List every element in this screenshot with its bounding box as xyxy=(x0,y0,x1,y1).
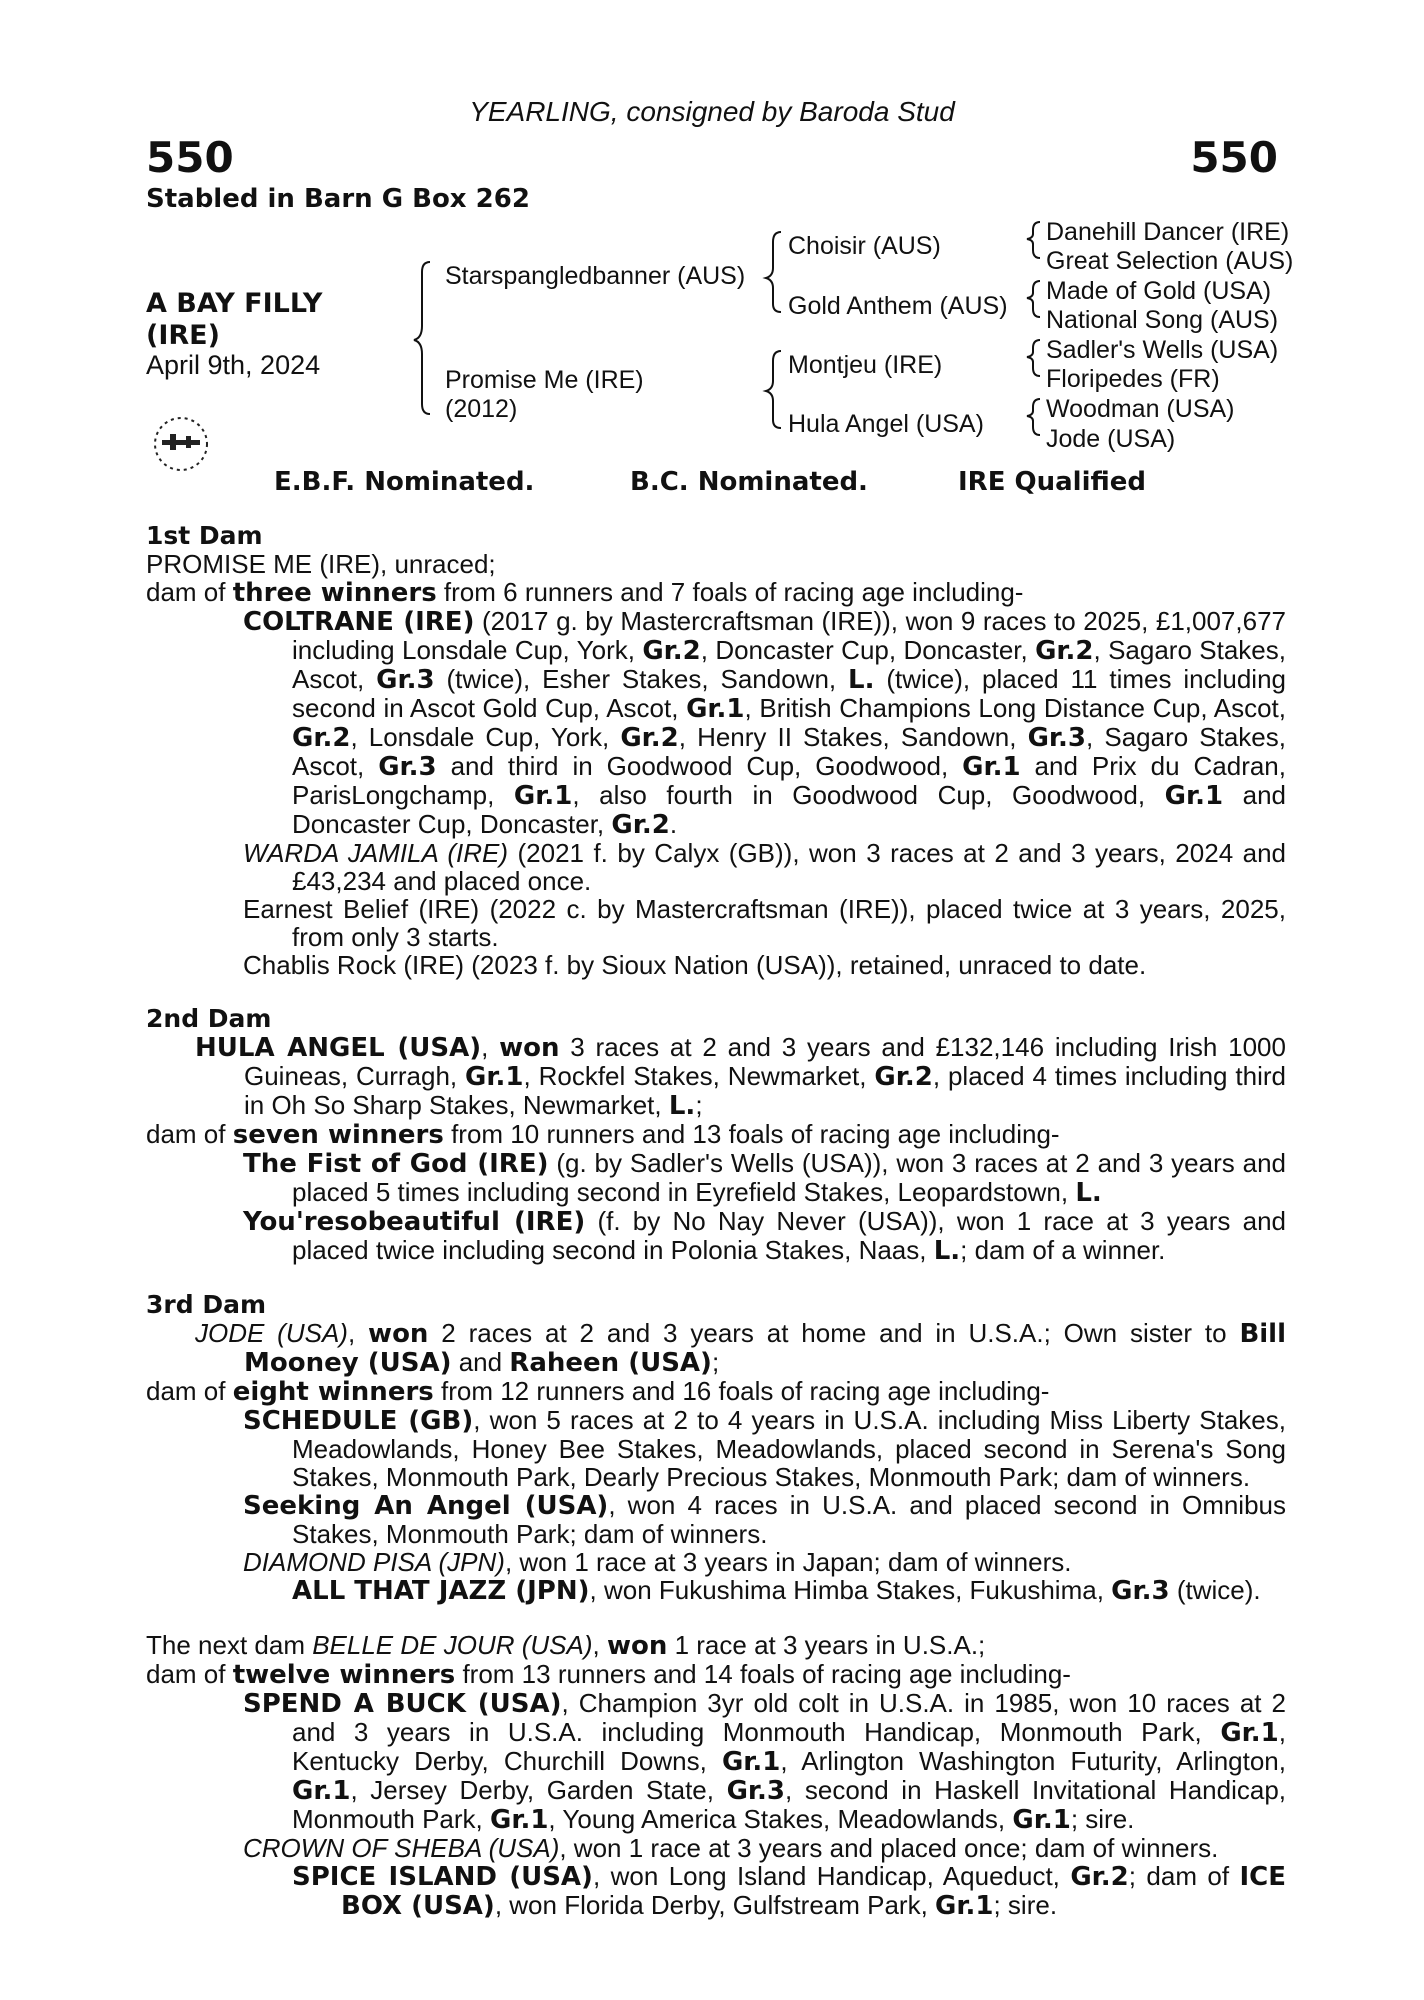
sire-dam: Gold Anthem (AUS) xyxy=(788,292,1008,320)
pedigree-brackets xyxy=(0,0,1424,500)
progeny-entry: Chablis Rock (IRE) (2023 f. by Sioux Nation (USA)), retained, unraced to date. xyxy=(243,950,1147,980)
second-dam-produce-summary: dam of seven winners from 10 runners and 13 foals of racing age including- xyxy=(146,1119,1060,1150)
progeny-entry: SPEND A BUCK (USA), Champion 3yr old colt in U.S.A. in 1985, won 10 races at 2 and 3 years in U.S.A. including Monmouth Handicap, Monmouth Park, Gr.1, Kentucky Derby, Churchill Downs, Gr.1, Arlington Washington Futurity, Arlington, Gr.1, Jersey Derby, Garden State, Gr.3, second in Haskell Invitational Handicap, Monmouth Park, Gr.1, Young America Stakes, Meadowlands, Gr.1; sire. xyxy=(243,1688,1287,1835)
lot-number-right: 550 xyxy=(1190,133,1278,182)
progeny-entry: WARDA JAMILA (IRE) (2021 f. by Calyx (GB)), won 3 races at 2 and 3 years, 2024 and £43,234 and placed once. xyxy=(243,838,1286,896)
third-dam-heading: 3rd Dam xyxy=(146,1290,266,1319)
sire-dam-dam: National Song (AUS) xyxy=(1046,306,1279,334)
consigner-line: YEARLING, consigned by Baroda Stud xyxy=(469,96,955,127)
dam-sire-sire: Sadler's Wells (USA) xyxy=(1046,336,1279,364)
ebf-nomination: E.B.F. Nominated. xyxy=(274,467,535,497)
progeny-entry: Earnest Belief (IRE) (2022 c. by Mastercraftsman (IRE)), placed twice at 3 years, 2025, from only 3 starts. xyxy=(243,894,1286,952)
progeny-entry: You'resobeautiful (IRE) (f. by No Nay Never (USA)), won 1 race at 3 years and placed twice including second in Polonia Stakes, Naas, L.; dam of a winner. xyxy=(243,1206,1286,1266)
catalogue-body xyxy=(146,522,1286,1920)
progeny-entry: The Fist of God (IRE) (g. by Sadler's Wells (USA)), won 3 races at 2 and 3 years and placed 5 times including second in Eyrefield Stakes, Leopardstown, L. xyxy=(243,1148,1286,1208)
second-dam-line: HULA ANGEL (USA), won 3 races at 2 and 3 years and £132,146 including Irish 1000 Guineas, Curragh, Gr.1, Rockfel Stakes, Newmarket, Gr.2, placed 4 times including third in Oh So Sharp Stakes, Newmarket, L.; xyxy=(195,1032,1286,1121)
progeny-entry: CROWN OF SHEBA (USA), won 1 race at 3 years and placed once; dam of winners. xyxy=(243,1833,1219,1863)
sire-sire-sire: Danehill Dancer (IRE) xyxy=(1046,218,1290,246)
first-dam-produce-summary: dam of three winners from 6 runners and 7 foals of racing age including- xyxy=(146,577,1024,608)
next-dam-line: The next dam BELLE DE JOUR (USA), won 1 race at 3 years in U.S.A.; xyxy=(146,1630,986,1661)
dam-sire-dam: Floripedes (FR) xyxy=(1046,365,1220,393)
horse-name-line2: (IRE) xyxy=(146,320,220,351)
dam-year: (2012) xyxy=(445,395,518,423)
grand-progeny-entry: SPICE ISLAND (USA), won Long Island Handicap, Aqueduct, Gr.2; dam of ICE BOX (USA), won Florida Derby, Gulfstream Park, Gr.1; sire. xyxy=(292,1861,1287,1921)
sire-sire: Choisir (AUS) xyxy=(788,232,941,260)
ire-qualified: IRE Qualified xyxy=(958,467,1147,497)
second-dam-heading: 2nd Dam xyxy=(146,1004,272,1033)
sire-sire-dam: Great Selection (AUS) xyxy=(1046,247,1294,275)
lot-number-left: 550 xyxy=(146,133,234,182)
progeny-entry: Seeking An Angel (USA), won 4 races in U.S.A. and placed second in Omnibus Stakes, Monmouth Park; dam of winners. xyxy=(243,1490,1287,1549)
progeny-entry: DIAMOND PISA (JPN), won 1 race at 3 years in Japan; dam of winners. xyxy=(243,1547,1072,1577)
dam-dam-sire: Woodman (USA) xyxy=(1046,395,1235,423)
dam-dam-dam: Jode (USA) xyxy=(1046,425,1176,453)
horse-name-line1: A BAY FILLY xyxy=(146,288,323,319)
next-dam-produce-summary: dam of twelve winners from 13 runners and 14 foals of racing age including- xyxy=(146,1659,1071,1690)
foaling-date: April 9th, 2024 xyxy=(146,350,321,380)
dam-dam: Hula Angel (USA) xyxy=(788,410,984,438)
dam-name: Promise Me (IRE) xyxy=(445,366,644,394)
first-dam-line: PROMISE ME (IRE), unraced; xyxy=(146,549,496,579)
dam-sire: Montjeu (IRE) xyxy=(788,351,943,379)
third-dam-line: JODE (USA), won 2 races at 2 and 3 years at home and in U.S.A.; Own sister to Bill Mooney (USA) and Raheen (USA); xyxy=(195,1318,1287,1378)
sire: Starspangledbanner (AUS) xyxy=(445,262,746,290)
first-dam-heading: 1st Dam xyxy=(146,521,263,550)
third-dam-produce-summary: dam of eight winners from 12 runners and 16 foals of racing age including- xyxy=(146,1376,1050,1407)
sire-dam-sire: Made of Gold (USA) xyxy=(1046,277,1272,305)
progeny-entry: SCHEDULE (GB), won 5 races at 2 to 4 years in U.S.A. including Miss Liberty Stakes, Meadowlands, Honey Bee Stakes, Meadowlands, placed second in Serena's Song Stakes, Monmouth Park, Dearly Precious Stakes, Monmouth Park; dam of winners. xyxy=(243,1405,1286,1492)
grand-progeny-entry: ALL THAT JAZZ (JPN), won Fukushima Himba Stakes, Fukushima, Gr.3 (twice). xyxy=(292,1575,1261,1606)
progeny-entry: COLTRANE (IRE) (2017 g. by Mastercraftsman (IRE)), won 9 races to 2025, £1,007,677 including Lonsdale Cup, York, Gr.2, Doncaster Cup, Doncaster, Gr.2, Sagaro Stakes, Ascot, Gr.3 (twice), Esher Stakes, Sandown, L. (twice), placed 11 times including second in Ascot Gold Cup, Ascot, Gr.1, British Champions Long Distance Cup, Ascot, Gr.2, Lonsdale Cup, York, Gr.2, Henry II Stakes, Sandown, Gr.3, Sagaro Stakes, Ascot, Gr.3 and third in Goodwood Cup, Goodwood, Gr.1 and Prix du Cadran, ParisLongchamp, Gr.1, also fourth in Goodwood Cup, Goodwood, Gr.1 and Doncaster Cup, Doncaster, Gr.2. xyxy=(243,606,1287,840)
bc-nomination: B.C. Nominated. xyxy=(630,467,868,497)
stabled-location: Stabled in Barn G Box 262 xyxy=(146,184,530,214)
